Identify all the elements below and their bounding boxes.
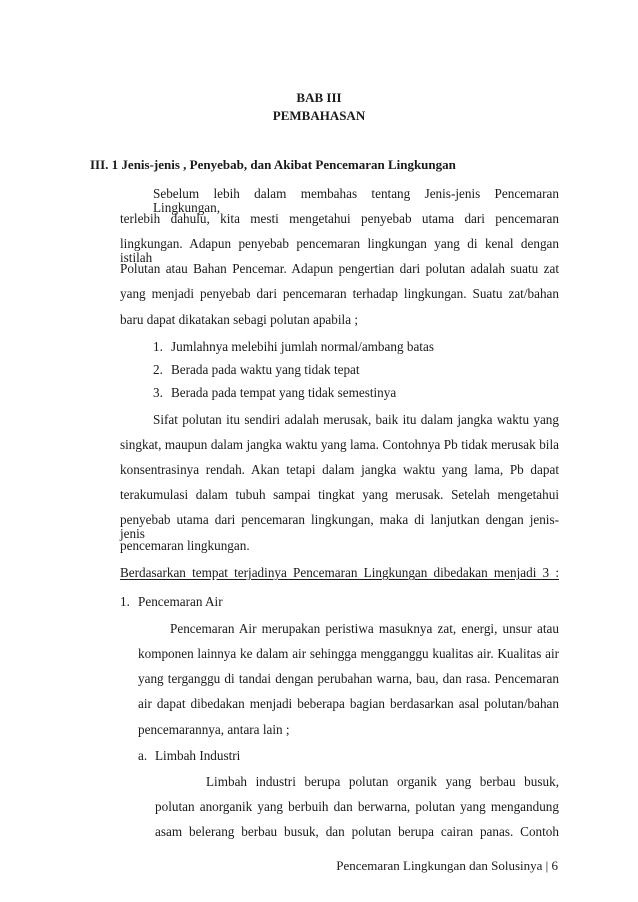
footer-separator: | (545, 858, 549, 873)
list-item: Jumlahnya melebihi jumlah normal/ambang batas (171, 339, 434, 354)
paragraph-line: yang terganggu di tandai dengan perubahan warna, bau, dan rasa. Pencemaran (138, 671, 559, 686)
list-number: 2. (153, 362, 163, 377)
paragraph-line: konsentrasinya rendah. Akan tetapi dalam jangka waktu yang lama, Pb dapat (120, 462, 559, 477)
paragraph-line: polutan anorganik yang berbuih dan berwarna, polutan yang mengandung (155, 799, 559, 814)
paragraph-line: singkat, maupun dalam jangka waktu yang lama. Contohnya Pb tidak merusak bila (120, 437, 559, 452)
list-number: 1. (153, 339, 163, 354)
section-heading: III. 1 Jenis-jenis , Penyebab, dan Akibat Pencemaran Lingkungan (90, 157, 456, 172)
sub-list-title: Limbah Industri (155, 748, 241, 763)
paragraph-line: pencemarannya, antara lain ; (138, 722, 290, 737)
paragraph-line: baru dapat dikatakan sebagi polutan apabila ; (120, 312, 359, 327)
list-item-title: Pencemaran Air (138, 594, 223, 609)
paragraph-line: air dapat dibedakan menjadi beberapa bagian berdasarkan asal polutan/bahan (138, 696, 559, 711)
footer-title: Pencemaran Lingkungan dan Solusinya (336, 858, 543, 873)
paragraph-line: Sifat polutan itu sendiri adalah merusak, baik itu dalam jangka waktu yang (153, 412, 559, 427)
sub-list-letter: a. (138, 748, 148, 763)
paragraph-line: penyebab utama dari pencemaran lingkungan, maka di lanjutkan dengan jenis-jenis (120, 512, 559, 541)
paragraph-line: pencemaran lingkungan. (120, 538, 250, 553)
subheading: Berdasarkan tempat terjadinya Pencemaran Lingkungan dibedakan menjadi 3 : (120, 565, 559, 580)
paragraph-line: Limbah industri berupa polutan organik yang berbau busuk, (206, 774, 559, 789)
paragraph-line: asam belerang berbau busuk, dan polutan berupa cairan panas. Contoh (155, 824, 559, 839)
list-number: 3. (153, 385, 163, 400)
paragraph-line: terlebih dahulu, kita mesti mengetahui penyebab utama dari pencemaran (120, 211, 559, 226)
list-number: 1. (120, 594, 130, 609)
paragraph-line: Pencemaran Air merupakan peristiwa masuknya zat, energi, unsur atau (170, 621, 559, 636)
paragraph-line: lingkungan. Adapun penyebab pencemaran lingkungan yang di kenal dengan istilah (120, 236, 559, 265)
page-footer (336, 858, 558, 874)
paragraph-line: komponen lainnya ke dalam air sehingga mengganggu kualitas air. Kualitas air (138, 646, 559, 661)
paragraph-line: Polutan atau Bahan Pencemar. Adapun pengertian dari polutan adalah suatu zat (120, 261, 559, 276)
page-number: 6 (551, 858, 558, 873)
paragraph-line: yang menjadi penyebab dari pencemaran terhadap lingkungan. Suatu zat/bahan (120, 286, 559, 301)
paragraph-line: terakumulasi dalam tubuh sampai tingkat yang merusak. Setelah mengetahui (120, 487, 559, 502)
chapter-title: PEMBAHASAN (272, 108, 366, 123)
list-item: Berada pada waktu yang tidak tepat (171, 362, 360, 377)
chapter-number: BAB III (296, 90, 342, 105)
list-item: Berada pada tempat yang tidak semestinya (171, 385, 397, 400)
paragraph-line: Sebelum lebih dalam membahas tentang Jenis-jenis Pencemaran Lingkungan, (153, 186, 559, 215)
